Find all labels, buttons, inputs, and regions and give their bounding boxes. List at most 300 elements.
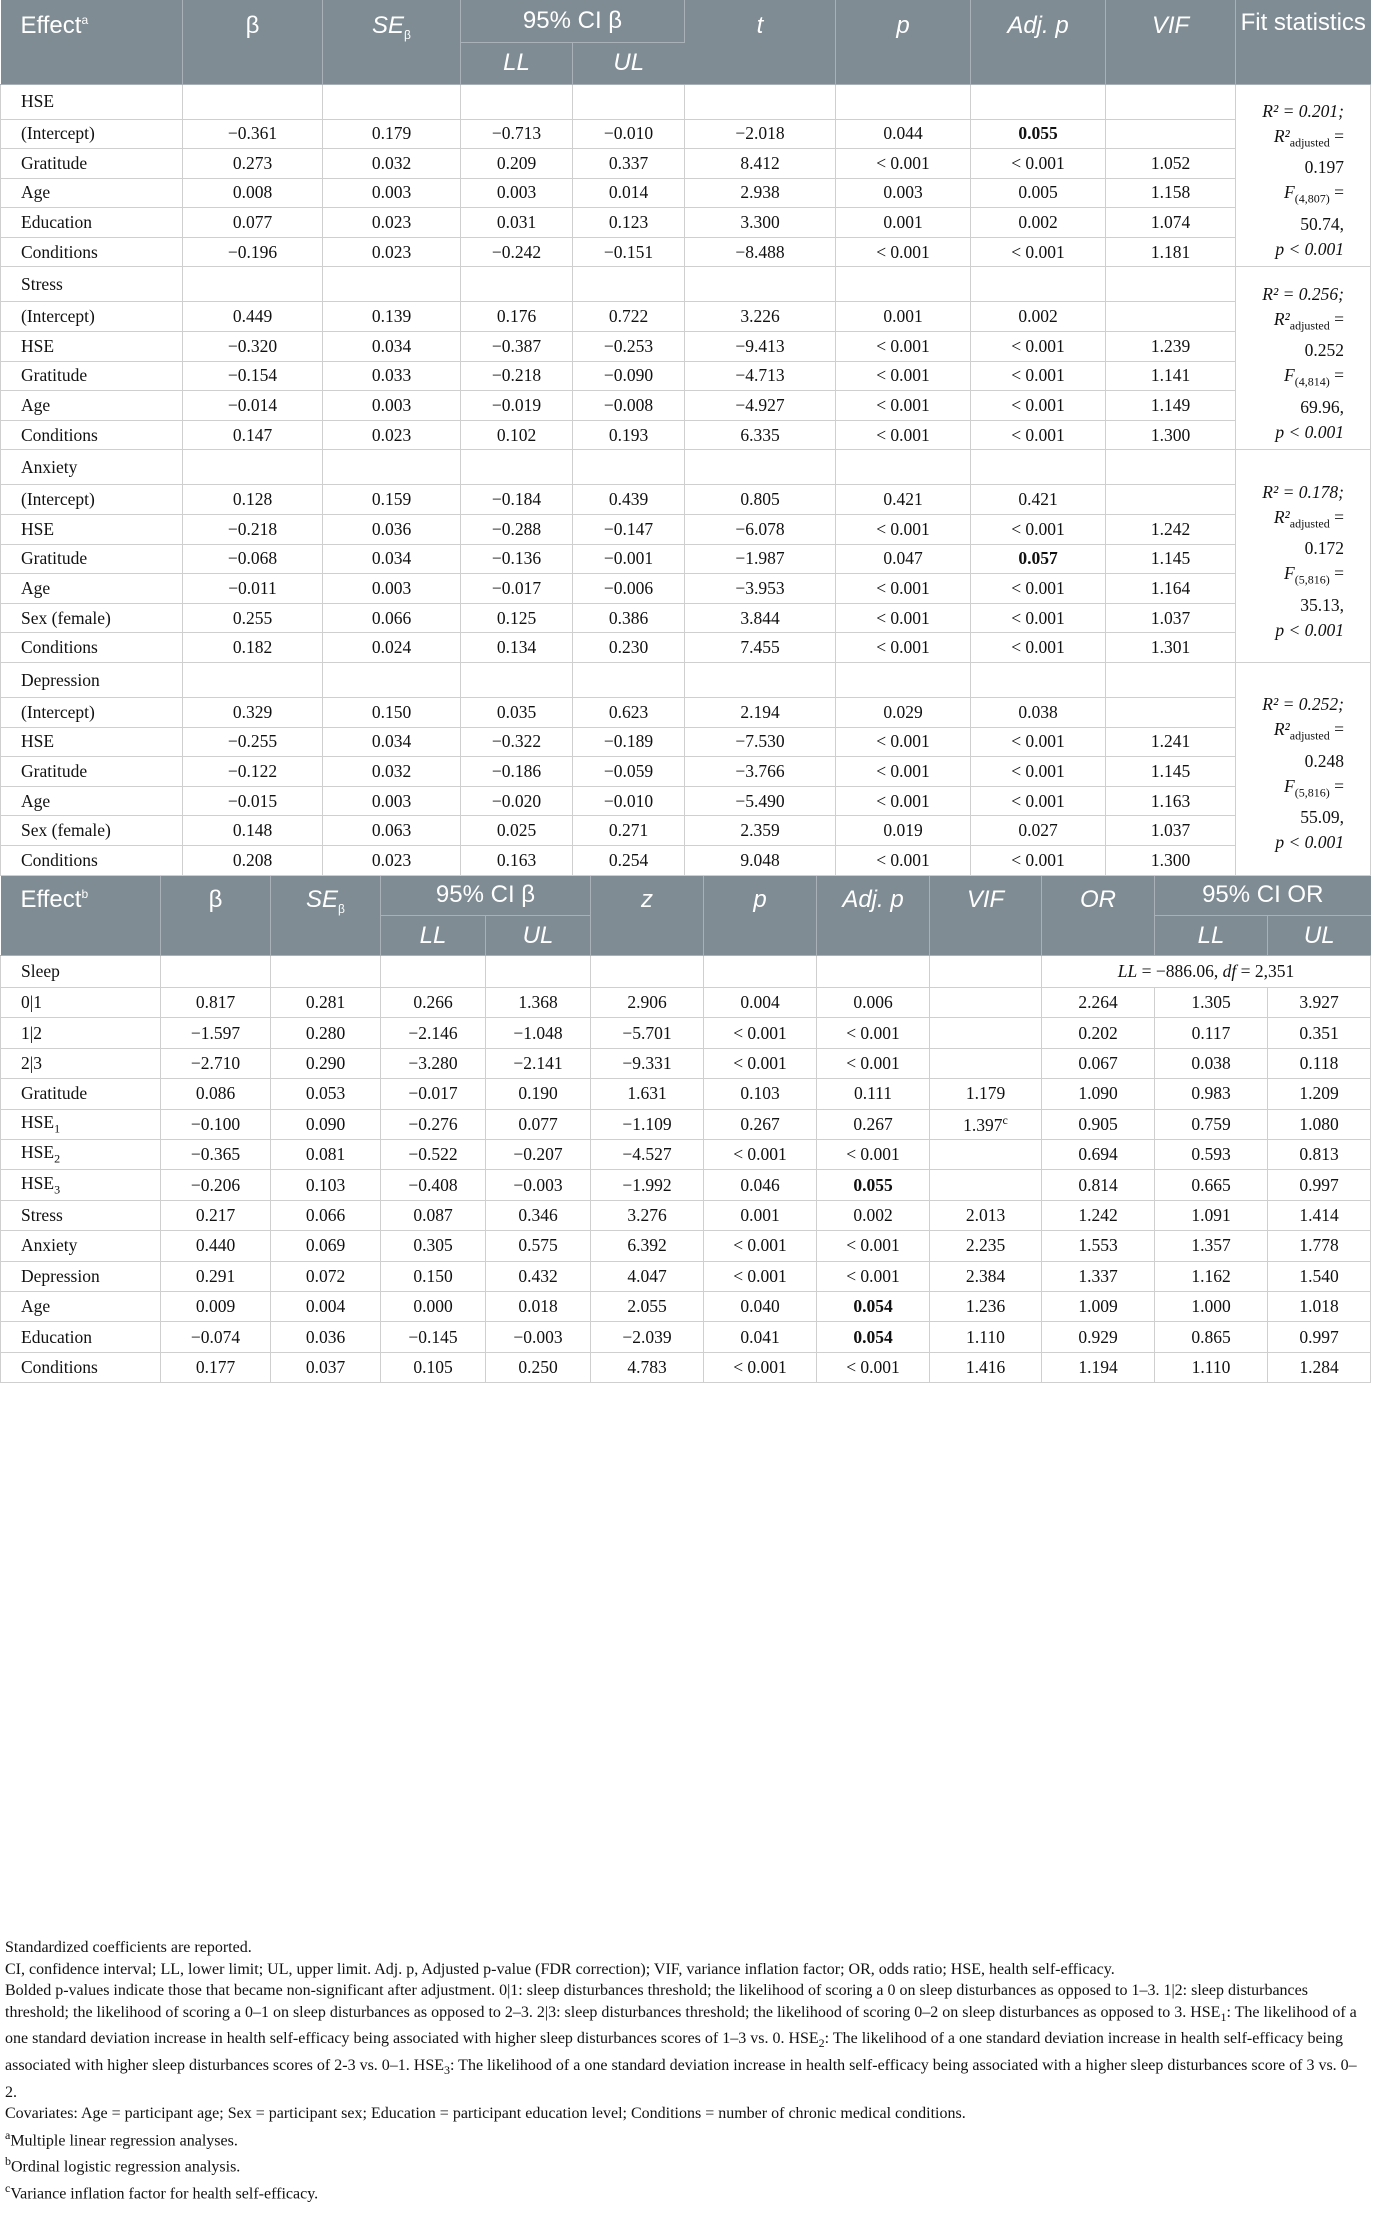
table-cell: 0.623 bbox=[573, 698, 685, 728]
table-row bbox=[1, 1140, 1371, 1170]
table-cell: 0.449 bbox=[183, 302, 323, 332]
row-label: Gratitude bbox=[1, 361, 183, 391]
table-cell: 1.239 bbox=[1106, 332, 1236, 362]
table-cell: 0.177 bbox=[161, 1352, 271, 1382]
table-cell: 0.117 bbox=[1155, 1018, 1268, 1048]
table-row bbox=[1, 603, 1371, 633]
table-cell: −0.218 bbox=[183, 515, 323, 545]
empty-cell bbox=[1106, 663, 1236, 698]
table-cell: 0.273 bbox=[183, 149, 323, 179]
table-row bbox=[1, 544, 1371, 574]
table-cell: 0.865 bbox=[1155, 1322, 1268, 1352]
table-cell: 1.145 bbox=[1106, 544, 1236, 574]
table-cell: −0.068 bbox=[183, 544, 323, 574]
table-cell: −0.154 bbox=[183, 361, 323, 391]
table-cell: 1.414 bbox=[1268, 1200, 1371, 1230]
table-cell: −0.387 bbox=[461, 332, 573, 362]
table-cell: < 0.001 bbox=[704, 1048, 817, 1078]
table-cell: 1.368 bbox=[486, 988, 591, 1018]
table-cell: < 0.001 bbox=[836, 515, 971, 545]
table-row bbox=[1, 119, 1371, 149]
table-cell: 0.029 bbox=[836, 698, 971, 728]
table-cell: 0.432 bbox=[486, 1261, 591, 1291]
empty-cell bbox=[573, 84, 685, 119]
empty-cell bbox=[971, 267, 1106, 302]
table-cell: 0.202 bbox=[1042, 1018, 1155, 1048]
table-cell: −0.253 bbox=[573, 332, 685, 362]
table-cell: 0.066 bbox=[271, 1200, 381, 1230]
table-cell: < 0.001 bbox=[971, 845, 1106, 875]
empty-cell bbox=[817, 956, 930, 988]
table-cell: < 0.001 bbox=[971, 149, 1106, 179]
table-cell: 1.553 bbox=[1042, 1231, 1155, 1261]
empty-cell bbox=[685, 267, 836, 302]
table-cell: 0.008 bbox=[183, 178, 323, 208]
empty-cell bbox=[183, 84, 323, 119]
row-label: Anxiety bbox=[1, 1231, 161, 1261]
table-cell: 0.040 bbox=[704, 1291, 817, 1321]
table-cell: 0.105 bbox=[381, 1352, 486, 1382]
table-cell: −1.109 bbox=[591, 1109, 704, 1139]
table-cell: −0.019 bbox=[461, 391, 573, 421]
table-cell: −0.010 bbox=[573, 119, 685, 149]
empty-cell bbox=[461, 450, 573, 485]
table-cell: 1.158 bbox=[1106, 178, 1236, 208]
table-cell: 3.300 bbox=[685, 208, 836, 238]
table-cell: 1.209 bbox=[1268, 1079, 1371, 1109]
table-cell: < 0.001 bbox=[836, 727, 971, 757]
table-cell: −4.713 bbox=[685, 361, 836, 391]
table-cell: −0.206 bbox=[161, 1170, 271, 1200]
table-cell: 9.048 bbox=[685, 845, 836, 875]
table-cell: 0.439 bbox=[573, 485, 685, 515]
table-cell: 0.086 bbox=[161, 1079, 271, 1109]
table-cell: −2.141 bbox=[486, 1048, 591, 1078]
row-label: (Intercept) bbox=[1, 119, 183, 149]
table1-header-ul: UL bbox=[573, 42, 685, 84]
table-cell: 1.181 bbox=[1106, 237, 1236, 267]
table-cell: < 0.001 bbox=[836, 603, 971, 633]
table-cell: 0.125 bbox=[461, 603, 573, 633]
table-cell: 1.778 bbox=[1268, 1231, 1371, 1261]
note-standardized: Standardized coefficients are reported. bbox=[5, 1939, 252, 1956]
table-cell: 0.024 bbox=[323, 633, 461, 663]
table-cell: 2.906 bbox=[591, 988, 704, 1018]
table-cell: < 0.001 bbox=[704, 1261, 817, 1291]
table-cell: 0.044 bbox=[836, 119, 971, 149]
table-cell: −4.927 bbox=[685, 391, 836, 421]
table-cell: −0.288 bbox=[461, 515, 573, 545]
table-cell: 0.018 bbox=[486, 1291, 591, 1321]
table-cell: 0.139 bbox=[323, 302, 461, 332]
empty-cell bbox=[573, 450, 685, 485]
table-cell: −0.008 bbox=[573, 391, 685, 421]
row-label: Gratitude bbox=[1, 149, 183, 179]
section-row bbox=[1, 956, 1371, 988]
table-cell: 1.009 bbox=[1042, 1291, 1155, 1321]
note-c: $^c$Variance inflation factor for health self-efficacy. bbox=[5, 2181, 319, 2203]
table-row bbox=[1, 361, 1371, 391]
table-cell: < 0.001 bbox=[817, 1048, 930, 1078]
table-cell: 0.128 bbox=[183, 485, 323, 515]
table-row bbox=[1, 302, 1371, 332]
table-cell: −0.017 bbox=[381, 1079, 486, 1109]
table-cell: −0.010 bbox=[573, 786, 685, 816]
table-cell: 0.997 bbox=[1268, 1170, 1371, 1200]
empty-cell bbox=[930, 956, 1042, 988]
table-cell: 6.392 bbox=[591, 1231, 704, 1261]
table2-body bbox=[1, 956, 1371, 1383]
empty-cell bbox=[1106, 84, 1236, 119]
table-cell: 0.193 bbox=[573, 420, 685, 450]
row-label: Age bbox=[1, 391, 183, 421]
row-label: $HSE_2$ bbox=[1, 1140, 161, 1170]
table-cell: 1.149 bbox=[1106, 391, 1236, 421]
table-cell: 0.281 bbox=[271, 988, 381, 1018]
table2-header-or-ul: UL bbox=[1268, 916, 1371, 956]
table-cell: 7.455 bbox=[685, 633, 836, 663]
table-row bbox=[1, 1322, 1371, 1352]
table-cell: 0.046 bbox=[704, 1170, 817, 1200]
table-row bbox=[1, 420, 1371, 450]
table-cell: < 0.001 bbox=[971, 574, 1106, 604]
table-row bbox=[1, 178, 1371, 208]
table-cell: 1.397$^c$ bbox=[930, 1109, 1042, 1139]
table-cell: 1.242 bbox=[1106, 515, 1236, 545]
table-cell: 0.266 bbox=[381, 988, 486, 1018]
table-cell: < 0.001 bbox=[971, 633, 1106, 663]
table-cell bbox=[971, 544, 1106, 574]
table-cell: < 0.001 bbox=[704, 1018, 817, 1048]
table-cell: 1.164 bbox=[1106, 574, 1236, 604]
table-cell: 0.329 bbox=[183, 698, 323, 728]
empty-cell bbox=[836, 450, 971, 485]
table-cell: 0.440 bbox=[161, 1231, 271, 1261]
table-row bbox=[1, 786, 1371, 816]
table-cell bbox=[817, 1322, 930, 1352]
table-row bbox=[1, 1261, 1371, 1291]
table-cell: 0.209 bbox=[461, 149, 573, 179]
note-a: $^a$Multiple linear regression analyses. bbox=[5, 2127, 238, 2149]
table-row bbox=[1, 485, 1371, 515]
table-cell: 2.013 bbox=[930, 1200, 1042, 1230]
table-cell: −0.145 bbox=[381, 1322, 486, 1352]
table-cell: 2.194 bbox=[685, 698, 836, 728]
table2-header-adjp: Adj. p bbox=[817, 876, 930, 956]
bold-value: 0.057 bbox=[1018, 548, 1058, 569]
table-cell: 0.805 bbox=[685, 485, 836, 515]
table-cell: 0.031 bbox=[461, 208, 573, 238]
table-cell: 1.540 bbox=[1268, 1261, 1371, 1291]
table-row bbox=[1, 1170, 1371, 1200]
table-cell: < 0.001 bbox=[971, 786, 1106, 816]
row-label: Gratitude bbox=[1, 1079, 161, 1109]
table-cell: 0.148 bbox=[183, 816, 323, 846]
table-cell bbox=[930, 1170, 1042, 1200]
empty-cell bbox=[704, 956, 817, 988]
table1-header-vif: VIF bbox=[1106, 0, 1236, 84]
table-cell: 0.023 bbox=[323, 237, 461, 267]
table-row bbox=[1, 1048, 1371, 1078]
table-cell: −0.189 bbox=[573, 727, 685, 757]
table-row bbox=[1, 332, 1371, 362]
table-cell: 1.052 bbox=[1106, 149, 1236, 179]
table-cell: 0.575 bbox=[486, 1231, 591, 1261]
table-cell: < 0.001 bbox=[971, 391, 1106, 421]
row-label: HSE bbox=[1, 515, 183, 545]
table-cell: < 0.001 bbox=[971, 332, 1106, 362]
table-cell: 0.163 bbox=[461, 845, 573, 875]
row-label: Gratitude bbox=[1, 757, 183, 787]
table-cell: 2.055 bbox=[591, 1291, 704, 1321]
table-cell: −0.001 bbox=[573, 544, 685, 574]
table2-header-ci: 95% CI β bbox=[381, 876, 591, 916]
table-cell: 0.386 bbox=[573, 603, 685, 633]
table-cell: 0.337 bbox=[573, 149, 685, 179]
row-label: 0|1 bbox=[1, 988, 161, 1018]
table-cell: 0.346 bbox=[486, 1200, 591, 1230]
row-label: 2|3 bbox=[1, 1048, 161, 1078]
table-cell: −0.003 bbox=[486, 1322, 591, 1352]
table-cell: 6.335 bbox=[685, 420, 836, 450]
empty-cell bbox=[461, 84, 573, 119]
table-cell: −9.413 bbox=[685, 332, 836, 362]
row-label: Sex (female) bbox=[1, 603, 183, 633]
table-cell: −9.331 bbox=[591, 1048, 704, 1078]
table-row bbox=[1, 816, 1371, 846]
fit-statistics: R² = 0.252; $R^2_{adjusted} = 0.248$ $F_{(5,816)} = 55.09$, p < 0.001 bbox=[1236, 663, 1371, 876]
table-cell: 0.047 bbox=[836, 544, 971, 574]
table-cell bbox=[1106, 485, 1236, 515]
table-cell: 1.141 bbox=[1106, 361, 1236, 391]
row-label: Age bbox=[1, 786, 183, 816]
table-cell: 4.783 bbox=[591, 1352, 704, 1382]
table-cell: −1.987 bbox=[685, 544, 836, 574]
table-cell: −0.006 bbox=[573, 574, 685, 604]
table-cell: −0.074 bbox=[161, 1322, 271, 1352]
table1-header-fit: Fit statistics bbox=[1236, 0, 1371, 84]
table-cell: 0.032 bbox=[323, 149, 461, 179]
row-label: (Intercept) bbox=[1, 485, 183, 515]
empty-cell bbox=[971, 450, 1106, 485]
section-row bbox=[1, 450, 1371, 485]
table1-header-adjp: Adj. p bbox=[971, 0, 1106, 84]
empty-cell bbox=[971, 663, 1106, 698]
table-row bbox=[1, 727, 1371, 757]
empty-cell bbox=[971, 84, 1106, 119]
log-likelihood: LL = −886.06, df = 2,351 bbox=[1042, 956, 1371, 988]
table-cell: < 0.001 bbox=[817, 1261, 930, 1291]
table-cell: −0.522 bbox=[381, 1140, 486, 1170]
table1-header-row bbox=[1, 0, 1371, 42]
row-label: Age bbox=[1, 1291, 161, 1321]
table-cell bbox=[930, 1048, 1042, 1078]
empty-cell bbox=[836, 84, 971, 119]
table-cell: 0.421 bbox=[971, 485, 1106, 515]
table-cell: −0.147 bbox=[573, 515, 685, 545]
section-row bbox=[1, 84, 1371, 119]
table-cell: −0.017 bbox=[461, 574, 573, 604]
table-cell: −8.488 bbox=[685, 237, 836, 267]
table-cell: −1.597 bbox=[161, 1018, 271, 1048]
table-cell: 0.208 bbox=[183, 845, 323, 875]
table-cell: < 0.001 bbox=[836, 149, 971, 179]
table-row bbox=[1, 633, 1371, 663]
table-cell: 0.001 bbox=[704, 1200, 817, 1230]
table-cell: 1.305 bbox=[1155, 988, 1268, 1018]
row-label: Stress bbox=[1, 1200, 161, 1230]
table-cell: 0.814 bbox=[1042, 1170, 1155, 1200]
table-cell: < 0.001 bbox=[836, 574, 971, 604]
table-cell: 0.035 bbox=[461, 698, 573, 728]
row-label: HSE bbox=[1, 332, 183, 362]
table-cell: 0.069 bbox=[271, 1231, 381, 1261]
section-label: Stress bbox=[1, 267, 183, 302]
table-cell: < 0.001 bbox=[817, 1018, 930, 1048]
table-cell: −0.003 bbox=[486, 1170, 591, 1200]
row-label: Sex (female) bbox=[1, 816, 183, 846]
table-cell: 0.182 bbox=[183, 633, 323, 663]
table-row bbox=[1, 845, 1371, 875]
table-cell: < 0.001 bbox=[971, 237, 1106, 267]
table2-header-ll: LL bbox=[381, 916, 486, 956]
table-cell: 1.357 bbox=[1155, 1231, 1268, 1261]
table2-header-ci-or: 95% CI OR bbox=[1155, 876, 1371, 916]
table2-header-row bbox=[1, 876, 1371, 916]
empty-cell bbox=[591, 956, 704, 988]
table-cell: 1.037 bbox=[1106, 603, 1236, 633]
table-cell: 1.110 bbox=[930, 1322, 1042, 1352]
table-cell: 0.230 bbox=[573, 633, 685, 663]
table-row bbox=[1, 988, 1371, 1018]
bold-value: 0.055 bbox=[1018, 123, 1058, 144]
table-cell: 0.077 bbox=[486, 1109, 591, 1139]
table-cell: −5.490 bbox=[685, 786, 836, 816]
table-cell: −0.322 bbox=[461, 727, 573, 757]
table-cell: < 0.001 bbox=[971, 420, 1106, 450]
bold-value: 0.054 bbox=[853, 1326, 893, 1347]
table-row bbox=[1, 208, 1371, 238]
table-cell: 0.983 bbox=[1155, 1079, 1268, 1109]
table-cell: −0.100 bbox=[161, 1109, 271, 1139]
table2-header-beta: β bbox=[161, 876, 271, 956]
table-cell: 0.176 bbox=[461, 302, 573, 332]
table-cell: 0.817 bbox=[161, 988, 271, 1018]
table-cell bbox=[817, 1170, 930, 1200]
table-cell: 0.255 bbox=[183, 603, 323, 633]
table-cell: −0.207 bbox=[486, 1140, 591, 1170]
table-cell: −0.196 bbox=[183, 237, 323, 267]
table-cell: 1.145 bbox=[1106, 757, 1236, 787]
table-cell: 0.023 bbox=[323, 420, 461, 450]
table-cell: −3.953 bbox=[685, 574, 836, 604]
empty-cell bbox=[323, 450, 461, 485]
table-cell: 0.003 bbox=[323, 391, 461, 421]
table-cell: 0.003 bbox=[836, 178, 971, 208]
table-cell: −0.059 bbox=[573, 757, 685, 787]
empty-cell bbox=[183, 663, 323, 698]
table-row bbox=[1, 237, 1371, 267]
row-label: Education bbox=[1, 208, 183, 238]
table-cell bbox=[1106, 302, 1236, 332]
table-cell: −2.039 bbox=[591, 1322, 704, 1352]
table-cell: 0.997 bbox=[1268, 1322, 1371, 1352]
table-cell: < 0.001 bbox=[836, 332, 971, 362]
row-label: Conditions bbox=[1, 237, 183, 267]
table-cell: 0.134 bbox=[461, 633, 573, 663]
table-cell: 0.036 bbox=[323, 515, 461, 545]
section-row bbox=[1, 267, 1371, 302]
table-cell: 1.162 bbox=[1155, 1261, 1268, 1291]
row-label: Education bbox=[1, 1322, 161, 1352]
note-abbreviations: CI, confidence interval; LL, lower limit; UL, upper limit. Adj. p, Adjusted p-value (FDR correction); VIF, variance inflation factor; OR, odds ratio; HSE, health self-efficacy. bbox=[5, 1960, 1115, 1978]
row-label: Age bbox=[1, 574, 183, 604]
table-cell: 1.110 bbox=[1155, 1352, 1268, 1382]
table-cell: < 0.001 bbox=[971, 757, 1106, 787]
table-cell: 0.002 bbox=[817, 1200, 930, 1230]
bold-value: 0.055 bbox=[853, 1174, 893, 1195]
row-label: Conditions bbox=[1, 1352, 161, 1382]
table-row bbox=[1, 1352, 1371, 1382]
table-cell: 0.759 bbox=[1155, 1109, 1268, 1139]
empty-cell bbox=[323, 663, 461, 698]
table-cell: 4.047 bbox=[591, 1261, 704, 1291]
row-label: $HSE_1$ bbox=[1, 1109, 161, 1139]
empty-cell bbox=[461, 663, 573, 698]
table-row bbox=[1, 391, 1371, 421]
row-label: (Intercept) bbox=[1, 302, 183, 332]
table-cell: 0.813 bbox=[1268, 1140, 1371, 1170]
table-cell: 0.002 bbox=[971, 208, 1106, 238]
table-cell: 0.014 bbox=[573, 178, 685, 208]
table-row bbox=[1, 574, 1371, 604]
table-cell: 0.665 bbox=[1155, 1170, 1268, 1200]
table-cell: 1.300 bbox=[1106, 845, 1236, 875]
empty-cell bbox=[461, 267, 573, 302]
table-cell: 0.290 bbox=[271, 1048, 381, 1078]
empty-cell bbox=[486, 956, 591, 988]
empty-cell bbox=[685, 663, 836, 698]
table-cell: 0.103 bbox=[271, 1170, 381, 1200]
table-row bbox=[1, 757, 1371, 787]
table-cell: −0.151 bbox=[573, 237, 685, 267]
table-cell: < 0.001 bbox=[971, 361, 1106, 391]
table1-header-p: p bbox=[836, 0, 971, 84]
table-cell: 1.000 bbox=[1155, 1291, 1268, 1321]
table-cell: 0.102 bbox=[461, 420, 573, 450]
table-cell: 8.412 bbox=[685, 149, 836, 179]
table-cell: 1.241 bbox=[1106, 727, 1236, 757]
table-cell: 1.163 bbox=[1106, 786, 1236, 816]
table-cell: −2.018 bbox=[685, 119, 836, 149]
table-cell: 0.033 bbox=[323, 361, 461, 391]
table1-header-ci: 95% CI β bbox=[461, 0, 685, 42]
table-cell: −0.184 bbox=[461, 485, 573, 515]
table-row bbox=[1, 515, 1371, 545]
table2-header-or: OR bbox=[1042, 876, 1155, 956]
table-cell: 1.090 bbox=[1042, 1079, 1155, 1109]
table-cell: 3.844 bbox=[685, 603, 836, 633]
table1-header-t: t bbox=[685, 0, 836, 84]
section-row bbox=[1, 663, 1371, 698]
table-cell: 0.005 bbox=[971, 178, 1106, 208]
table-cell: 0.003 bbox=[323, 178, 461, 208]
table-cell: −0.218 bbox=[461, 361, 573, 391]
table-cell: 0.147 bbox=[183, 420, 323, 450]
table2-header-z: z bbox=[591, 876, 704, 956]
table-cell: 0.118 bbox=[1268, 1048, 1371, 1078]
table-row bbox=[1, 1018, 1371, 1048]
